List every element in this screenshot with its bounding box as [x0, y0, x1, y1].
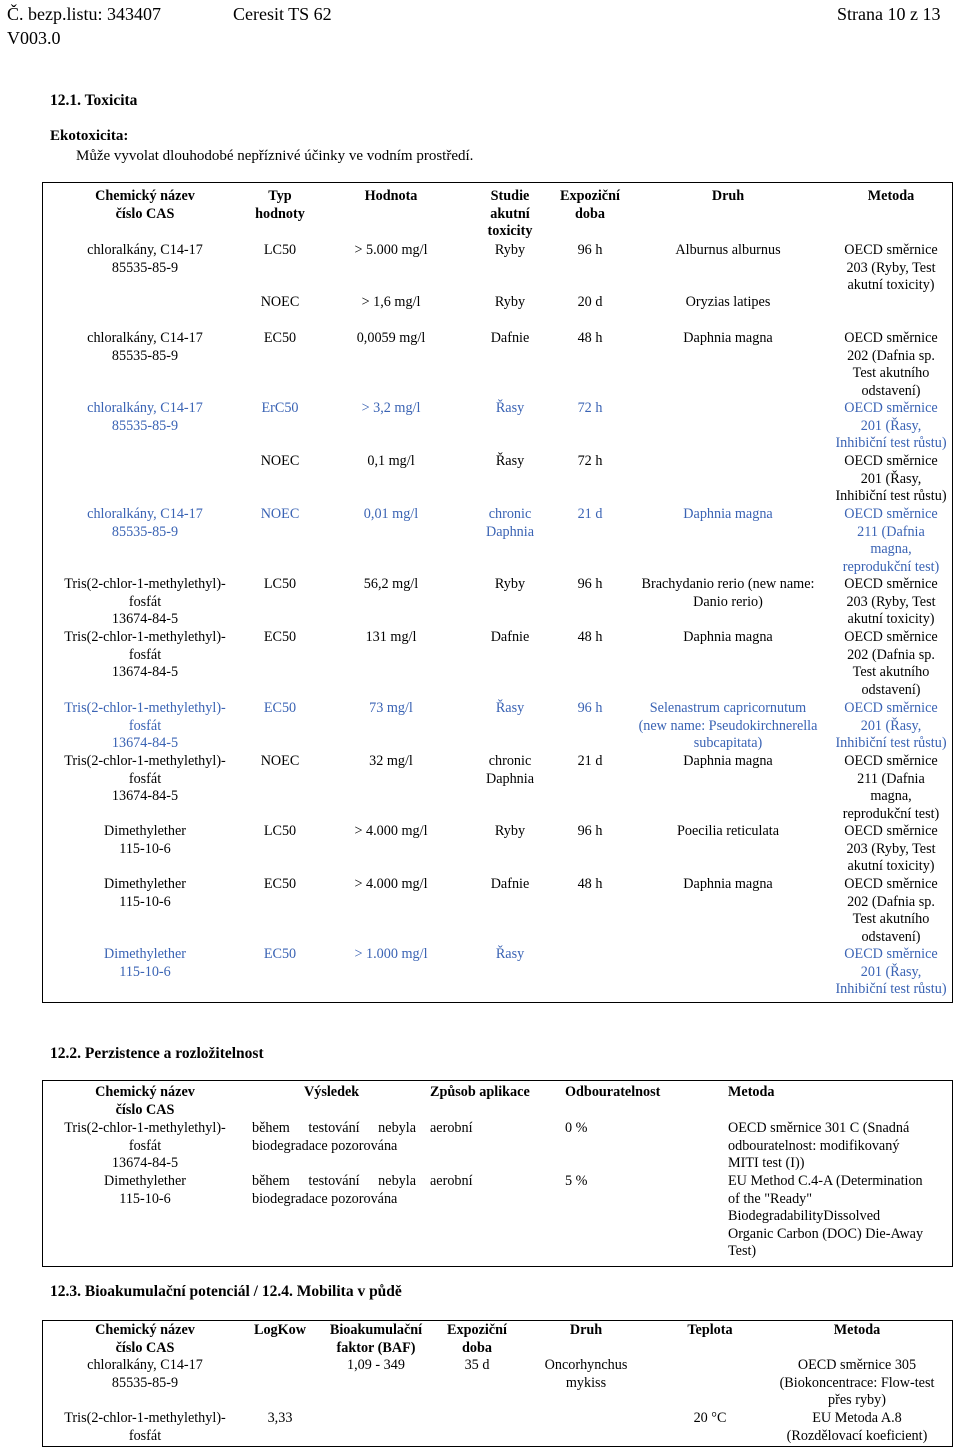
tox-row-exp: 21 d: [577, 506, 603, 522]
tox-row-typ: LC50: [263, 242, 297, 258]
bio-header-teplota: Teplota: [687, 1322, 733, 1338]
tox-row-druh: Daphnia magna: [683, 629, 773, 645]
tox-row-metoda: OECD směrnice 211 (Dafnia magna, reprodukční test): [842, 753, 940, 822]
version: V003.0: [7, 28, 61, 48]
tox-row-exp: 48 h: [577, 330, 603, 346]
pers-row-name: Tris(2-chlor-1-methylethyl)- fosfát 13674-84-5: [64, 1120, 226, 1172]
section-12-1-title: 12.1. Toxicita: [50, 92, 138, 109]
pers-header-metoda: Metoda: [728, 1084, 775, 1100]
tox-row-exp: 20 d: [577, 294, 603, 310]
pers-row-metoda: OECD směrnice 301 C (Snadná odbouratelnost: modifikovaný MITI test (I)): [728, 1120, 910, 1172]
bio-header-baf: Bioakumulační faktor (BAF): [329, 1322, 423, 1356]
tox-row-druh: Daphnia magna: [683, 876, 773, 892]
tox-row-name: Tris(2-chlor-1-methylethyl)- fosfát 13674-84-5: [64, 629, 226, 681]
bio-header-exp: Expoziční doba: [447, 1322, 507, 1356]
tox-row-hodnota: 0,0059 mg/l: [356, 330, 426, 346]
tox-row-studie: Řasy: [495, 946, 525, 962]
bio-row-metoda: OECD směrnice 305 (Biokoncentrace: Flow-test přes ryby): [779, 1357, 935, 1409]
tox-row-hodnota: > 1.000 mg/l: [354, 946, 428, 962]
bio-header-name: Chemický název číslo CAS: [95, 1322, 195, 1356]
pers-row-name: Dimethylether 115-10-6: [104, 1173, 186, 1207]
bio-header-druh: Druh: [569, 1322, 603, 1338]
tox-row-exp: 48 h: [577, 629, 603, 645]
tox-row-metoda: OECD směrnice 203 (Ryby, Test akutní toxicity): [844, 823, 938, 875]
tox-row-name: Dimethylether 115-10-6: [104, 946, 186, 980]
tox-row-name: Tris(2-chlor-1-methylethyl)- fosfát 13674-84-5: [64, 576, 226, 628]
bio-row-metoda: EU Metoda A.8 (Rozdělovací koeficient): [786, 1410, 928, 1444]
tox-row-druh: Daphnia magna: [683, 506, 773, 522]
tox-row-exp: 96 h: [577, 823, 603, 839]
tox-row-studie: Dafnie: [490, 876, 530, 892]
tox-row-studie: Ryby: [494, 242, 526, 258]
pers-row-zpusob: aerobní: [430, 1120, 473, 1136]
tox-row-hodnota: 73 mg/l: [369, 700, 413, 716]
tox-row-exp: 96 h: [577, 242, 603, 258]
pers-row-odbour: 5 %: [565, 1173, 588, 1189]
tox-row-metoda: OECD směrnice 202 (Dafnia sp. Test akutního odstavení): [844, 330, 938, 399]
bio-row-logkow: 3,33: [267, 1410, 293, 1426]
tox-row-exp: 48 h: [577, 876, 603, 892]
pers-row-vysledek: během testování nebyla biodegradace pozorována: [252, 1173, 416, 1207]
tox-row-exp: 21 d: [577, 753, 603, 769]
tox-row-metoda: OECD směrnice 201 (Řasy, Inhibiční test růstu): [835, 946, 947, 998]
sds-number: Č. bezp.listu: 343407: [7, 4, 161, 24]
tox-row-metoda: OECD směrnice 201 (Řasy, Inhibiční test růstu): [835, 400, 947, 452]
tox-row-studie: Řasy: [495, 400, 525, 416]
tox-header-metoda: Metoda: [867, 188, 915, 204]
tox-row-metoda: OECD směrnice 203 (Ryby, Test akutní toxicity): [844, 242, 938, 294]
tox-row-hodnota: 32 mg/l: [369, 753, 413, 769]
tox-row-exp: 72 h: [577, 400, 603, 416]
tox-row-hodnota: > 1,6 mg/l: [361, 294, 421, 310]
tox-row-metoda: OECD směrnice 201 (Řasy, Inhibiční test růstu): [835, 453, 947, 505]
tox-row-druh: Alburnus alburnus: [675, 242, 781, 258]
tox-row-hodnota: > 4.000 mg/l: [354, 876, 428, 892]
tox-row-name: chloralkány, C14-17 85535-85-9: [87, 242, 203, 276]
tox-row-hodnota: 131 mg/l: [365, 629, 417, 645]
tox-row-typ: ErC50: [261, 400, 299, 416]
product-name: Ceresit TS 62: [233, 4, 332, 24]
pers-header-zpusob: Způsob aplikace: [430, 1084, 530, 1100]
tox-row-studie: chronic Daphnia: [485, 506, 535, 540]
tox-row-druh: Brachydanio rerio (new name: Danio rerio): [641, 576, 815, 610]
tox-row-hodnota: 0,1 mg/l: [367, 453, 415, 469]
bio-row-druh: Oncorhynchus mykiss: [544, 1357, 628, 1391]
page-number: Strana 10 z 13: [837, 4, 941, 24]
tox-row-name: Tris(2-chlor-1-methylethyl)- fosfát 13674-84-5: [64, 753, 226, 805]
tox-row-name: Dimethylether 115-10-6: [104, 823, 186, 857]
pers-row-zpusob: aerobní: [430, 1173, 473, 1189]
tox-row-name: chloralkány, C14-17 85535-85-9: [87, 506, 203, 540]
tox-row-hodnota: 56,2 mg/l: [363, 576, 419, 592]
tox-row-hodnota: > 5.000 mg/l: [354, 242, 428, 258]
tox-header-name: Chemický název číslo CAS: [95, 188, 195, 222]
tox-row-druh: Oryzias latipes: [685, 294, 771, 310]
tox-header-typ: Typ hodnoty: [255, 188, 305, 222]
bio-row-name: chloralkány, C14-17 85535-85-9: [87, 1357, 203, 1391]
tox-row-exp: 96 h: [577, 576, 603, 592]
pers-row-metoda: EU Method C.4-A (Determination of the "Ready" BiodegradabilityDissolved Organic Carbon (DOC) Die-Away Test): [728, 1173, 924, 1260]
tox-row-studie: Řasy: [495, 700, 525, 716]
tox-header-studie: Studie akutní toxicity: [487, 188, 533, 240]
tox-row-studie: chronic Daphnia: [485, 753, 535, 787]
tox-row-metoda: OECD směrnice 203 (Ryby, Test akutní toxicity): [844, 576, 938, 628]
tox-row-typ: EC50: [263, 876, 297, 892]
tox-row-name: Tris(2-chlor-1-methylethyl)- fosfát 13674-84-5: [64, 700, 226, 752]
tox-row-typ: EC50: [263, 700, 297, 716]
section-12-2-title: 12.2. Perzistence a rozložitelnost: [50, 1045, 264, 1062]
tox-row-typ: EC50: [263, 330, 297, 346]
tox-row-druh: Daphnia magna: [683, 330, 773, 346]
tox-row-metoda: OECD směrnice 201 (Řasy, Inhibiční test růstu): [835, 700, 947, 752]
tox-row-name: chloralkány, C14-17 85535-85-9: [87, 400, 203, 434]
tox-row-typ: NOEC: [260, 294, 300, 310]
tox-row-name: Dimethylether 115-10-6: [104, 876, 186, 910]
tox-row-druh: Poecilia reticulata: [676, 823, 780, 839]
tox-row-typ: NOEC: [260, 506, 300, 522]
tox-row-hodnota: > 4.000 mg/l: [354, 823, 428, 839]
tox-row-typ: EC50: [263, 629, 297, 645]
tox-row-studie: Ryby: [494, 576, 526, 592]
tox-row-metoda: OECD směrnice 211 (Dafnia magna, reprodukční test): [842, 506, 940, 575]
tox-row-studie: Dafnie: [490, 629, 530, 645]
tox-header-hodnota: Hodnota: [364, 188, 418, 204]
tox-row-exp: 72 h: [577, 453, 603, 469]
tox-row-studie: Řasy: [495, 453, 525, 469]
section-12-3-title: 12.3. Bioakumulační potenciál / 12.4. Mobilita v půdě: [50, 1283, 402, 1300]
tox-row-studie: Dafnie: [490, 330, 530, 346]
tox-row-metoda: OECD směrnice 202 (Dafnia sp. Test akutního odstavení): [844, 629, 938, 698]
tox-row-hodnota: 0,01 mg/l: [363, 506, 419, 522]
tox-row-studie: Ryby: [494, 294, 526, 310]
bio-header-metoda: Metoda: [833, 1322, 881, 1338]
pers-header-odbour: Odbouratelnost: [565, 1084, 661, 1100]
pers-header-vysledek: Výsledek: [304, 1084, 360, 1100]
bio-row-name: Tris(2-chlor-1-methylethyl)- fosfát: [64, 1410, 226, 1444]
tox-header-exp: Expoziční doba: [560, 188, 620, 222]
tox-row-druh: Daphnia magna: [683, 753, 773, 769]
tox-row-typ: LC50: [263, 823, 297, 839]
bio-header-logkow: LogKow: [253, 1322, 307, 1338]
bio-row-baf: 1,09 - 349: [347, 1357, 405, 1373]
tox-row-metoda: OECD směrnice 202 (Dafnia sp. Test akutního odstavení): [844, 876, 938, 945]
pers-row-odbour: 0 %: [565, 1120, 588, 1136]
ekotoxicita-text: Může vyvolat dlouhodobé nepříznivé účinky ve vodním prostředí.: [76, 148, 474, 164]
tox-row-typ: NOEC: [260, 453, 300, 469]
tox-row-name: chloralkány, C14-17 85535-85-9: [87, 330, 203, 364]
ekotoxicita-label: Ekotoxicita:: [50, 128, 129, 144]
tox-row-typ: EC50: [263, 946, 297, 962]
tox-row-hodnota: > 3,2 mg/l: [361, 400, 421, 416]
tox-row-typ: NOEC: [260, 753, 300, 769]
tox-row-exp: 96 h: [577, 700, 603, 716]
tox-row-typ: LC50: [263, 576, 297, 592]
pers-header-name: Chemický název číslo CAS: [95, 1084, 195, 1118]
bio-row-teplota: 20 °C: [693, 1410, 727, 1426]
bio-row-exp: 35 d: [464, 1357, 490, 1373]
pers-row-vysledek: během testování nebyla biodegradace pozorována: [252, 1120, 416, 1154]
tox-row-druh: Selenastrum capricornutum (new name: Pseudokirchnerella subcapitata): [638, 700, 818, 752]
tox-header-druh: Druh: [711, 188, 745, 204]
tox-row-studie: Ryby: [494, 823, 526, 839]
